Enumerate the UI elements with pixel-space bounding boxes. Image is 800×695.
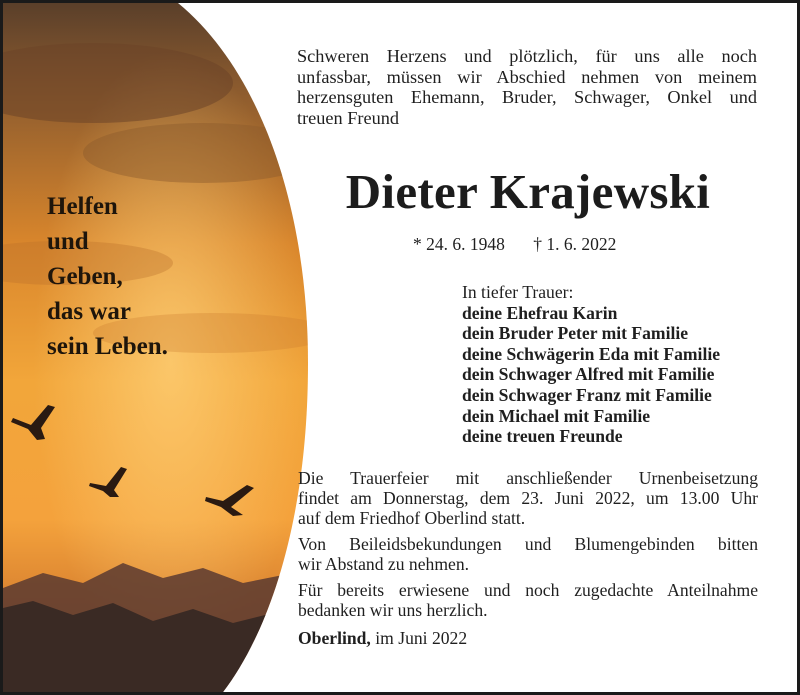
thanks-line: bedanken wir uns herzlich. <box>298 600 488 620</box>
mourner: dein Schwager Alfred mit Familie <box>462 364 715 385</box>
death-date: † 1. 6. 2022 <box>533 234 617 254</box>
condolence-line: wir Abstand zu nehmen. <box>298 554 470 574</box>
intro-line: Schweren Herzens und plötzlich, für uns alle noch <box>297 46 757 66</box>
birth-date: * 24. 6. 1948 <box>413 234 505 254</box>
life-dates <box>413 234 616 255</box>
mourner: dein Bruder Peter mit Familie <box>462 323 689 344</box>
mourner: dein Michael mit Familie <box>462 405 651 426</box>
place-date <box>298 628 467 649</box>
funeral-line: findet am Donnerstag, dem 23. Juni 2022, um 13.00 Uhr <box>298 488 758 508</box>
mourner: dein Schwager Franz mit Familie <box>462 384 712 405</box>
motto-line: Geben, <box>47 263 123 290</box>
mourner: deine Schwägerin Eda mit Familie <box>462 343 721 364</box>
mourner: deine Ehefrau Karin <box>462 302 618 323</box>
mourner: deine treuen Freunde <box>462 426 623 447</box>
condolence-request <box>298 534 758 574</box>
motto-line: sein Leben. <box>47 333 168 360</box>
notice-body <box>298 468 758 626</box>
mourners-list <box>462 282 720 447</box>
motto-line: das war <box>47 298 132 325</box>
condolence-line: Von Beileidsbekundungen und Blumengebinden bitten <box>298 534 758 554</box>
thanks-note <box>298 580 758 620</box>
closing-date: im Juni 2022 <box>375 628 468 648</box>
intro-line: herzensguten Ehemann, Bruder, Schwager, Onkel und <box>297 87 757 108</box>
deceased-name: Dieter Krajewski <box>345 164 711 219</box>
mourning-heading: In tiefer Trauer: <box>462 282 574 302</box>
funeral-line: auf dem Friedhof Oberlind statt. <box>298 508 526 528</box>
intro-line: treuen Freund <box>297 107 400 128</box>
funeral-info <box>298 468 758 528</box>
place: Oberlind, <box>298 628 371 648</box>
thanks-line: Für bereits erwiesene und noch zugedachte Anteilnahme <box>298 580 758 600</box>
motto-line: Helfen <box>47 193 118 220</box>
motto-line: und <box>47 228 89 255</box>
funeral-line: Die Trauerfeier mit anschließender Urnenbeisetzung <box>298 468 758 488</box>
intro-line: unfassbar, müssen wir Abschied nehmen von meinem <box>297 66 757 87</box>
motto-quote <box>47 189 247 364</box>
intro-paragraph <box>297 46 757 128</box>
